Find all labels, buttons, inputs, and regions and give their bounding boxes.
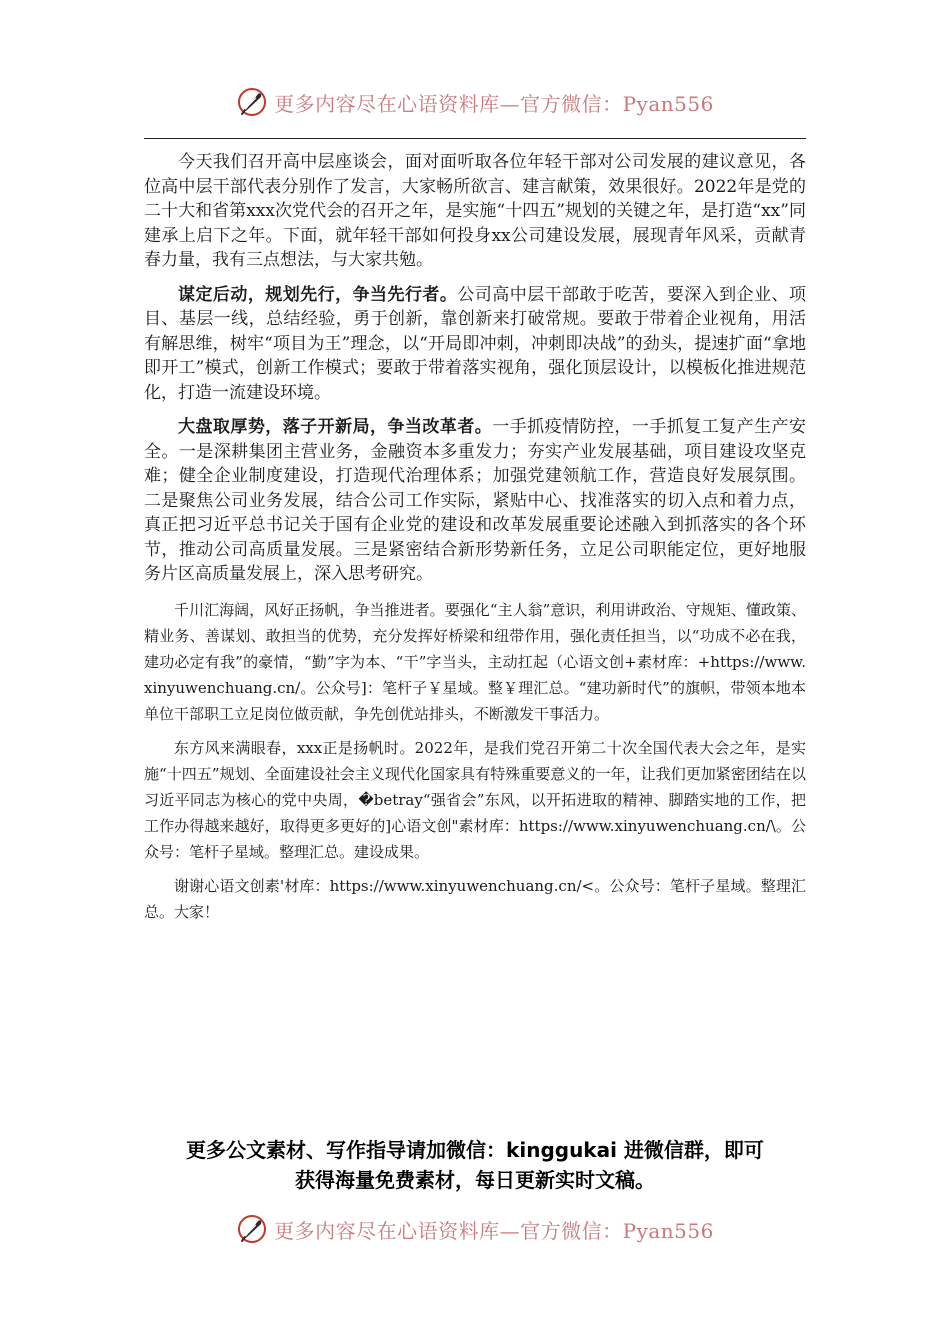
point-two-text: 一手抓疫情防控，一手抓复工复产生产安全。一是深耕集团主营业务，金融资本多重发力；夯实产业发展基础，项目建设攻坚克难；健全企业制度建设，打造现代治理体系；加强党建领航工作，营造良好发展氛围。二是聚焦公司业务发展，结合公司工作实际，紧贴中心、找准落实的切入点和着力点，真正把习近平总书记关于国有企业党的建设和改革发展重要论述融入到抓落实的各个环节，推动公司高质量发展。三是紧密结合新形势新任务，立足公司职能定位，更好地服务片区高质量发展上，深入思考研究。 <box>144 417 807 584</box>
document-body <box>144 150 806 933</box>
point-two-heading: 大盘取厚势，落子开新局，争当改革者。 <box>178 417 493 437</box>
promo-line-2: 获得海量免费素材，每日更新实时文稿。 <box>295 1168 655 1192</box>
promo-notice <box>0 1135 950 1195</box>
paragraph-intro: 今天我们召开高中层座谈会，面对面听取各位年轻干部对公司发展的建议意见，各位高中层干部代表分别作了发言，大家畅所欲言、建言献策，效果很好。2022年是党的二十大和省第xxx次党代会的召开之年，是实施“十四五”规划的关键之年，是打造“xx”同建承上启下之年。下面，就年轻干部如何投身xx公司建设发展，展现青年风采，贡献青春力量，我有三点想法，与大家共勉。 <box>144 152 806 270</box>
paragraph-point-one <box>144 283 806 406</box>
footer-banner <box>0 1209 950 1249</box>
point-one-text: 公司高中层干部敢于吃苦，要深入到企业、项目、基层一线，总结经验，勇于创新，靠创新来打破常规。要敢于带着企业视角，用活有解思维，树牢“项目为王”理念，以“开局即冲刺，冲刺即决战”的劲头，提速扩面“拿地即开工”模式，创新工作模式；要敢于带着落实视角，强化顶层设计，以模板化推进规范化，打造一流建设环境。 <box>144 284 807 403</box>
feather-pen-logo-icon <box>236 86 268 118</box>
header-banner-text: 更多内容尽在心语资料库—官方微信：Pyan556 <box>274 91 714 116</box>
footer-banner-text: 更多内容尽在心语资料库—官方微信：Pyan556 <box>274 1218 714 1243</box>
header-divider <box>144 138 806 139</box>
feather-pen-logo-icon <box>236 1213 268 1245</box>
paragraph-point-two <box>144 415 806 587</box>
paragraph-closing: 东方风来满眼春，xxx正是扬帆时。2022年，是我们党召开第二十次全国代表大会之年，是实施“十四五”规划、全面建设社会主义现代化国家具有特殊重要意义的一年，让我们更加紧密团结在以习近平同志为核心的党中央周，�betray“强省会”东风，以开拓进取的精神、脚踏实地的工作，把工作办得越来越好，取得更多更好的]心语文创"素材库：https://www.xinyuwenchuang.cn/\。公众号：笔杆子星域。整理汇总。建设成果。 <box>144 738 806 861</box>
paragraph-point-three: 千川汇海阔，风好正扬帆，争当推进者。要强化“主人翁”意识，利用讲政治、守规矩、懂政策、精业务、善谋划、敢担当的优势，充分发挥好桥梁和纽带作用，强化责任担当，以“功成不必在我，建功必定有我”的豪情，“勤”字为本、“干”字当头，主动扛起（心语文创+素材库：+https://www.xinyuwenchuang.cn/。公众号]：笔杆子￥星域。整￥理汇总。“建功新时代”的旗帜，带领本地本单位干部职工立足岗位做贡献，争先创优站排头，不断激发干事活力。 <box>144 600 806 723</box>
header-banner <box>0 82 950 122</box>
promo-line-1: 更多公文素材、写作指导请加微信：kinggukai 进微信群，即可 <box>186 1138 764 1162</box>
point-one-heading: 谋定后动，规划先行，争当先行者。 <box>178 284 458 305</box>
paragraph-thanks: 谢谢心语文创素'材库：https://www.xinyuwenchuang.cn/<。公众号：笔杆子星域。整理汇总。大家！ <box>144 876 806 921</box>
